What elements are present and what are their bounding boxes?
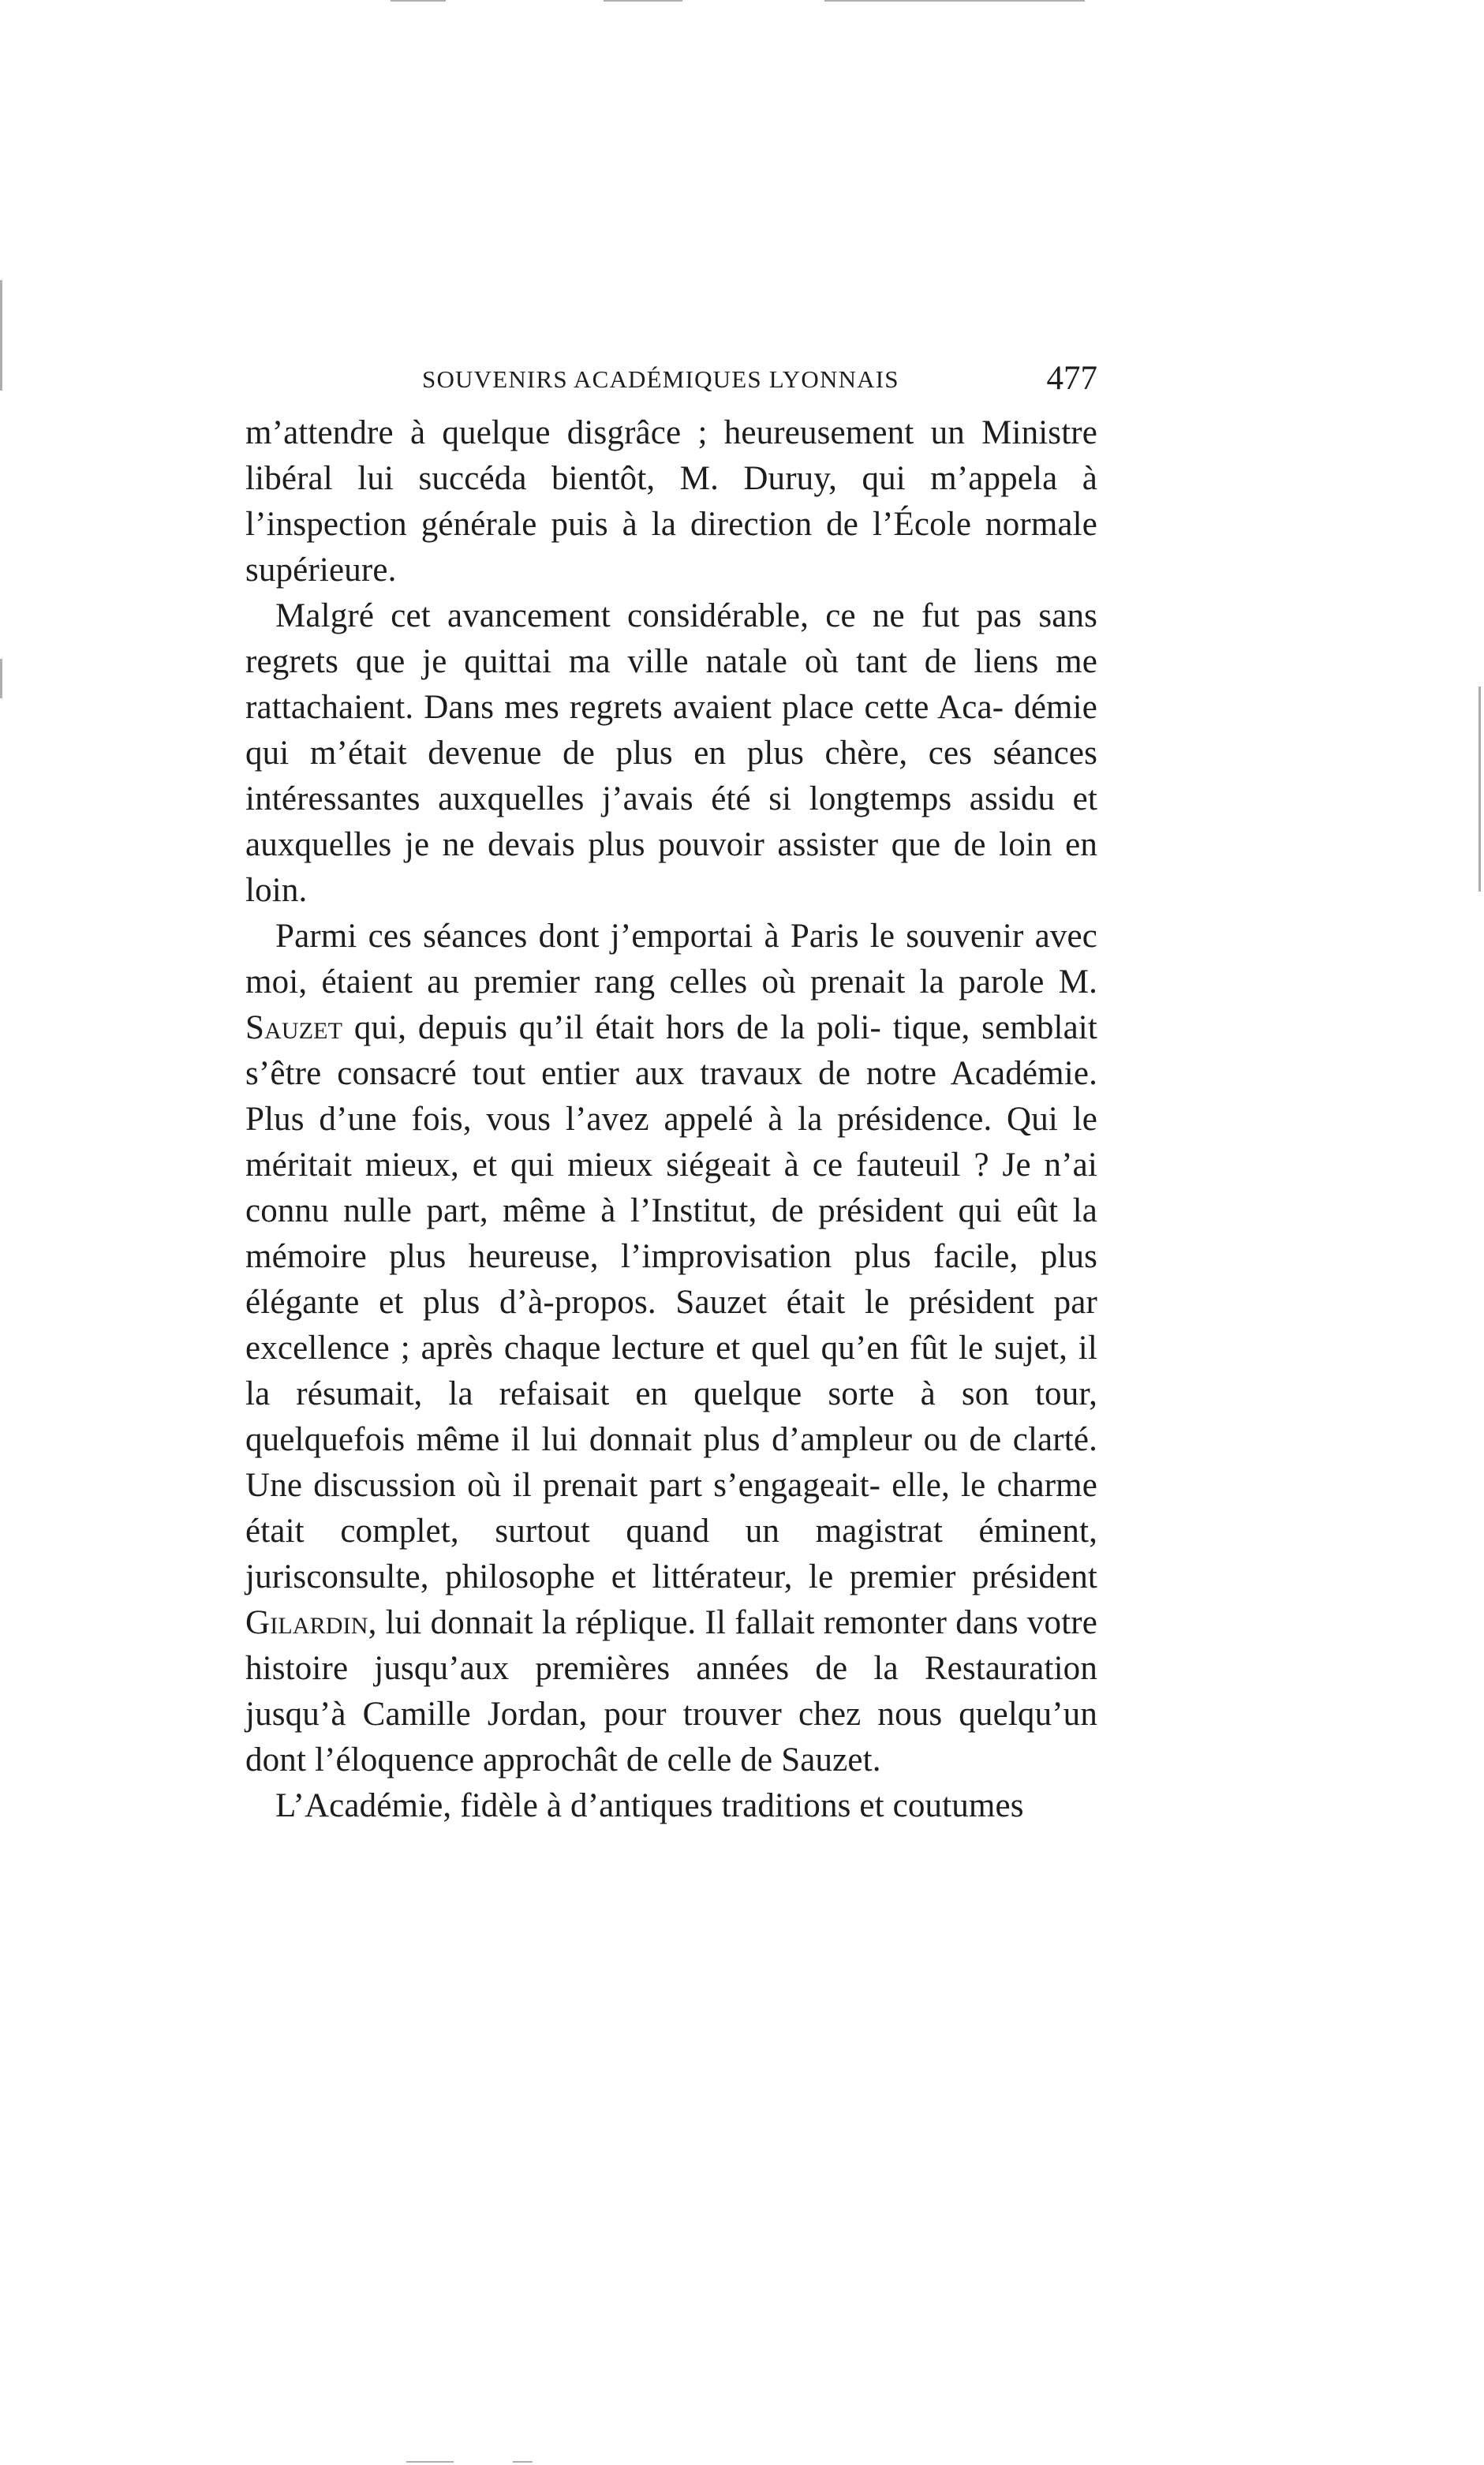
top-edge-mark (604, 0, 682, 2)
paragraph-3 (245, 914, 1097, 1783)
paragraph-text: m’attendre à quelque disgrâce ; heureusement un Ministre libéral lui succéda bientôt, M. Duruy, qui m’appela à l’inspection générale puis à la direction de l’École normale supérieure. (245, 414, 1097, 589)
page-header (408, 359, 1097, 398)
top-edge-mark (391, 0, 446, 2)
name-sauzet: Sauzet (245, 1009, 343, 1046)
paragraph-text: Malgré cet avancement considérable, ce ne fut pas sans regrets que je quittai ma ville natale où tant de liens me rattachaient. Dans mes regrets avaient place cette Aca- démie qui m’était devenue de plus en plus chère, ces séances intéressantes auxquelles j’avais été si longtemps assidu et auxquelles je ne devais plus pouvoir assister que de loin en loin. (245, 597, 1097, 909)
paragraph-text: L’Académie, fidèle à d’antiques traditions et coutumes (275, 1787, 1024, 1824)
paragraph-text: Parmi ces séances dont j’emportai à Paris le souvenir avec moi, étaient au premier rang celles où prenait la parole M. (245, 918, 1097, 1001)
left-edge-mark (0, 659, 2, 698)
bottom-edge-mark (406, 2461, 454, 2463)
page-body (245, 410, 1097, 1829)
paragraph-2 (245, 593, 1097, 914)
top-edge-mark (824, 0, 1085, 2)
bottom-edge-mark (513, 2461, 533, 2463)
paragraph-1 (245, 410, 1097, 593)
running-head: SOUVENIRS ACADÉMIQUES LYONNAIS (422, 365, 899, 393)
paragraph-text: qui, depuis qu’il était hors de la poli- tique, semblait s’être consacré tout entier aux travaux de notre Académie. Plus d’une fois, vous l’avez appelé à la présidence. Qui le méritait mieux, et qui mieux siégeait à ce fauteuil ? Je n’ai connu nulle part, même à l’Institut, de président qui eût la mémoire plus heureuse, l’improvisation plus facile, plus élégante et plus d’à-propos. Sauzet était le président par excellence ; après chaque lecture et quel qu’en fût le sujet, il la résumait, la refaisait en quelque sorte à son tour, quelquefois même il lui donnait plus d’ampleur ou de clarté. Une discussion où il prenait part s’engageait- elle, le charme était complet, surtout quand un magistrat éminent, jurisconsulte, philosophe et littérateur, le premier président (245, 1009, 1097, 1595)
name-gilardin: Gilardin (245, 1604, 368, 1641)
right-edge-mark (1478, 686, 1481, 892)
paragraph-text: , lui donnait la réplique. Il fallait remonter dans votre histoire jusqu’aux premières années de la Restauration jusqu’à Camille Jordan, pour trouver chez nous quelqu’un dont l’éloquence approchât de celle de Sauzet. (245, 1604, 1097, 1779)
paragraph-4 (245, 1783, 1097, 1829)
page-number: 477 (1046, 360, 1097, 397)
left-edge-mark (0, 280, 2, 391)
